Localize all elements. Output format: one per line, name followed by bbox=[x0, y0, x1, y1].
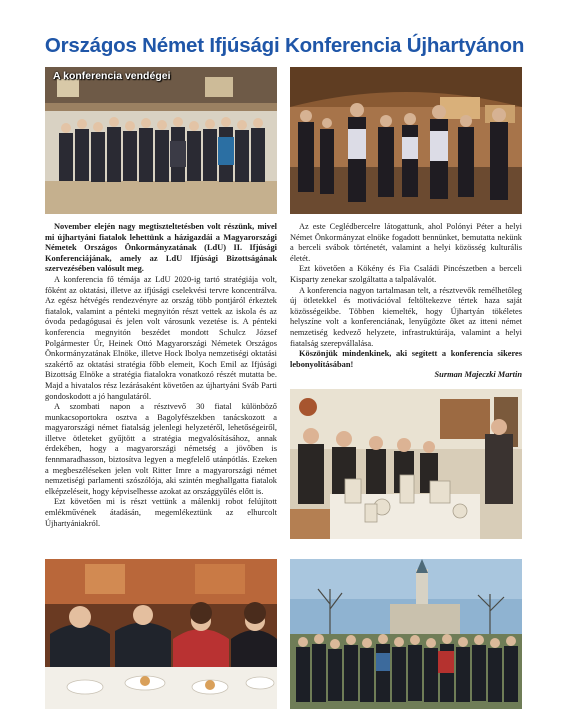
monument-photo bbox=[290, 559, 522, 709]
right-text-column bbox=[290, 222, 522, 381]
photo-caption: A konferencia vendégei bbox=[53, 70, 171, 82]
paragraph: A szombati napon a résztvevő 30 fiatal különböző munkacsoportokra osztva a Bagolyfészekben tanácskozott a magyarországi német fiatalság jelenlegi helyzetéről, lehetőségeiről, illetve ötleteket gyűjtött a stratégia megvalósításához, annak érdekében, hogy a magyarországi németség a jövőben is fennmaradhasson, biztosítva legyen a megfelelő utánpótlás. Ezeken a megbeszéléseken jelen volt Ritter Imre a magyarországi német nemzetiségi parlamenti szószólója, aki szintén meghallgatta fiatalok elképzeléseit, hogy képviselhesse azokat az országgyűlés előtt is. bbox=[45, 402, 277, 496]
lead-paragraph: November elején nagy megtiszteltetésben volt részünk, mivel mi újhartyáni fiatalok lehettünk a házigazdái a Magyarországi Németek Országos Önkormányzatának (LdU) II. Ifjúsági Konferenciájának, amely az LdU Ifjúsági Bizottságának szervezésében valósult meg. bbox=[45, 222, 277, 274]
group-photo bbox=[45, 67, 277, 214]
paragraph: Az este Ceglédbercelre látogattunk, ahol Polónyi Péter a helyi Német Önkormányzat elnöke fogadott bennünket, bemutatta nekünk a berceli svábok történetét, valamint a helyi közösség kulturális életét. bbox=[290, 222, 522, 263]
paragraph: A konferencia nagyon tartalmasan telt, a résztvevők remélhetőleg új ötletekkel és motivációval feltöltekezve tértek haza saját közösségeikbe. Többen kiemelték, hogy Újhartyán tökéletes helyszíne volt a konferenciának, lenyűgözte őket az itteni német nemzetiség kedvező helyzete, infrastruktúrája, valamint a helyi fiatalság szerepvállalása. bbox=[290, 285, 522, 348]
dinner-photo bbox=[45, 559, 277, 709]
author-signature: Surman Majeczki Martin bbox=[434, 370, 522, 380]
dance-photo bbox=[290, 67, 522, 214]
article-title: Országos Német Ifjúsági Konferencia Újhartyánon bbox=[44, 34, 525, 57]
thanks-paragraph: Köszönjük mindenkinek, aki segített a konferencia sikeres lebonyolításában! bbox=[290, 349, 522, 369]
left-text-column bbox=[45, 222, 277, 529]
reception-photo bbox=[290, 389, 522, 539]
paragraph: A konferencia fő témája az LdU 2020-ig tartó stratégiája volt, főként az oktatási, illetve az ifjúsági cselekvési tervre koncentrálva. Az egész hétvégés rendezvényre az ország több pontjáról érkeztek fiatalok, valamint a pénteki megnyitón részt vettek az iskola és az óvoda pedagógusai és jelen volt városunk vezetése is. A pénteki konferencia megnyitón beszédet mondott Schulcz József Polgármester Úr, Heinek Ottó Magyarországi Németek Országos Önkormányzatának Elnöke, illetve Hock Ibolya nemzetiségi oktatási szakértő az oktatási stratégia főbb elemeit, Koch Emil az Ifjúsági Bizottság Elnöke a stratégia fiatalokra vonatkozó részét mutatta be. Majd a hivatalos rész lezárásaként követően az újhartyáni Sváb Parti gondoskodott a jó hangulatáról. bbox=[45, 274, 277, 401]
paragraph: Ezt követően mi is részt vettünk a málenkij robot felújított emlékművének átadásán, megemlékeztünk az elhurcolt Újhartyániakról. bbox=[45, 497, 277, 528]
paragraph: Ezt követően a Kökény és Fia Családi Pincészetben a berceli Kisparty zenekar szolgáltatta a talpalávalót. bbox=[290, 264, 522, 284]
